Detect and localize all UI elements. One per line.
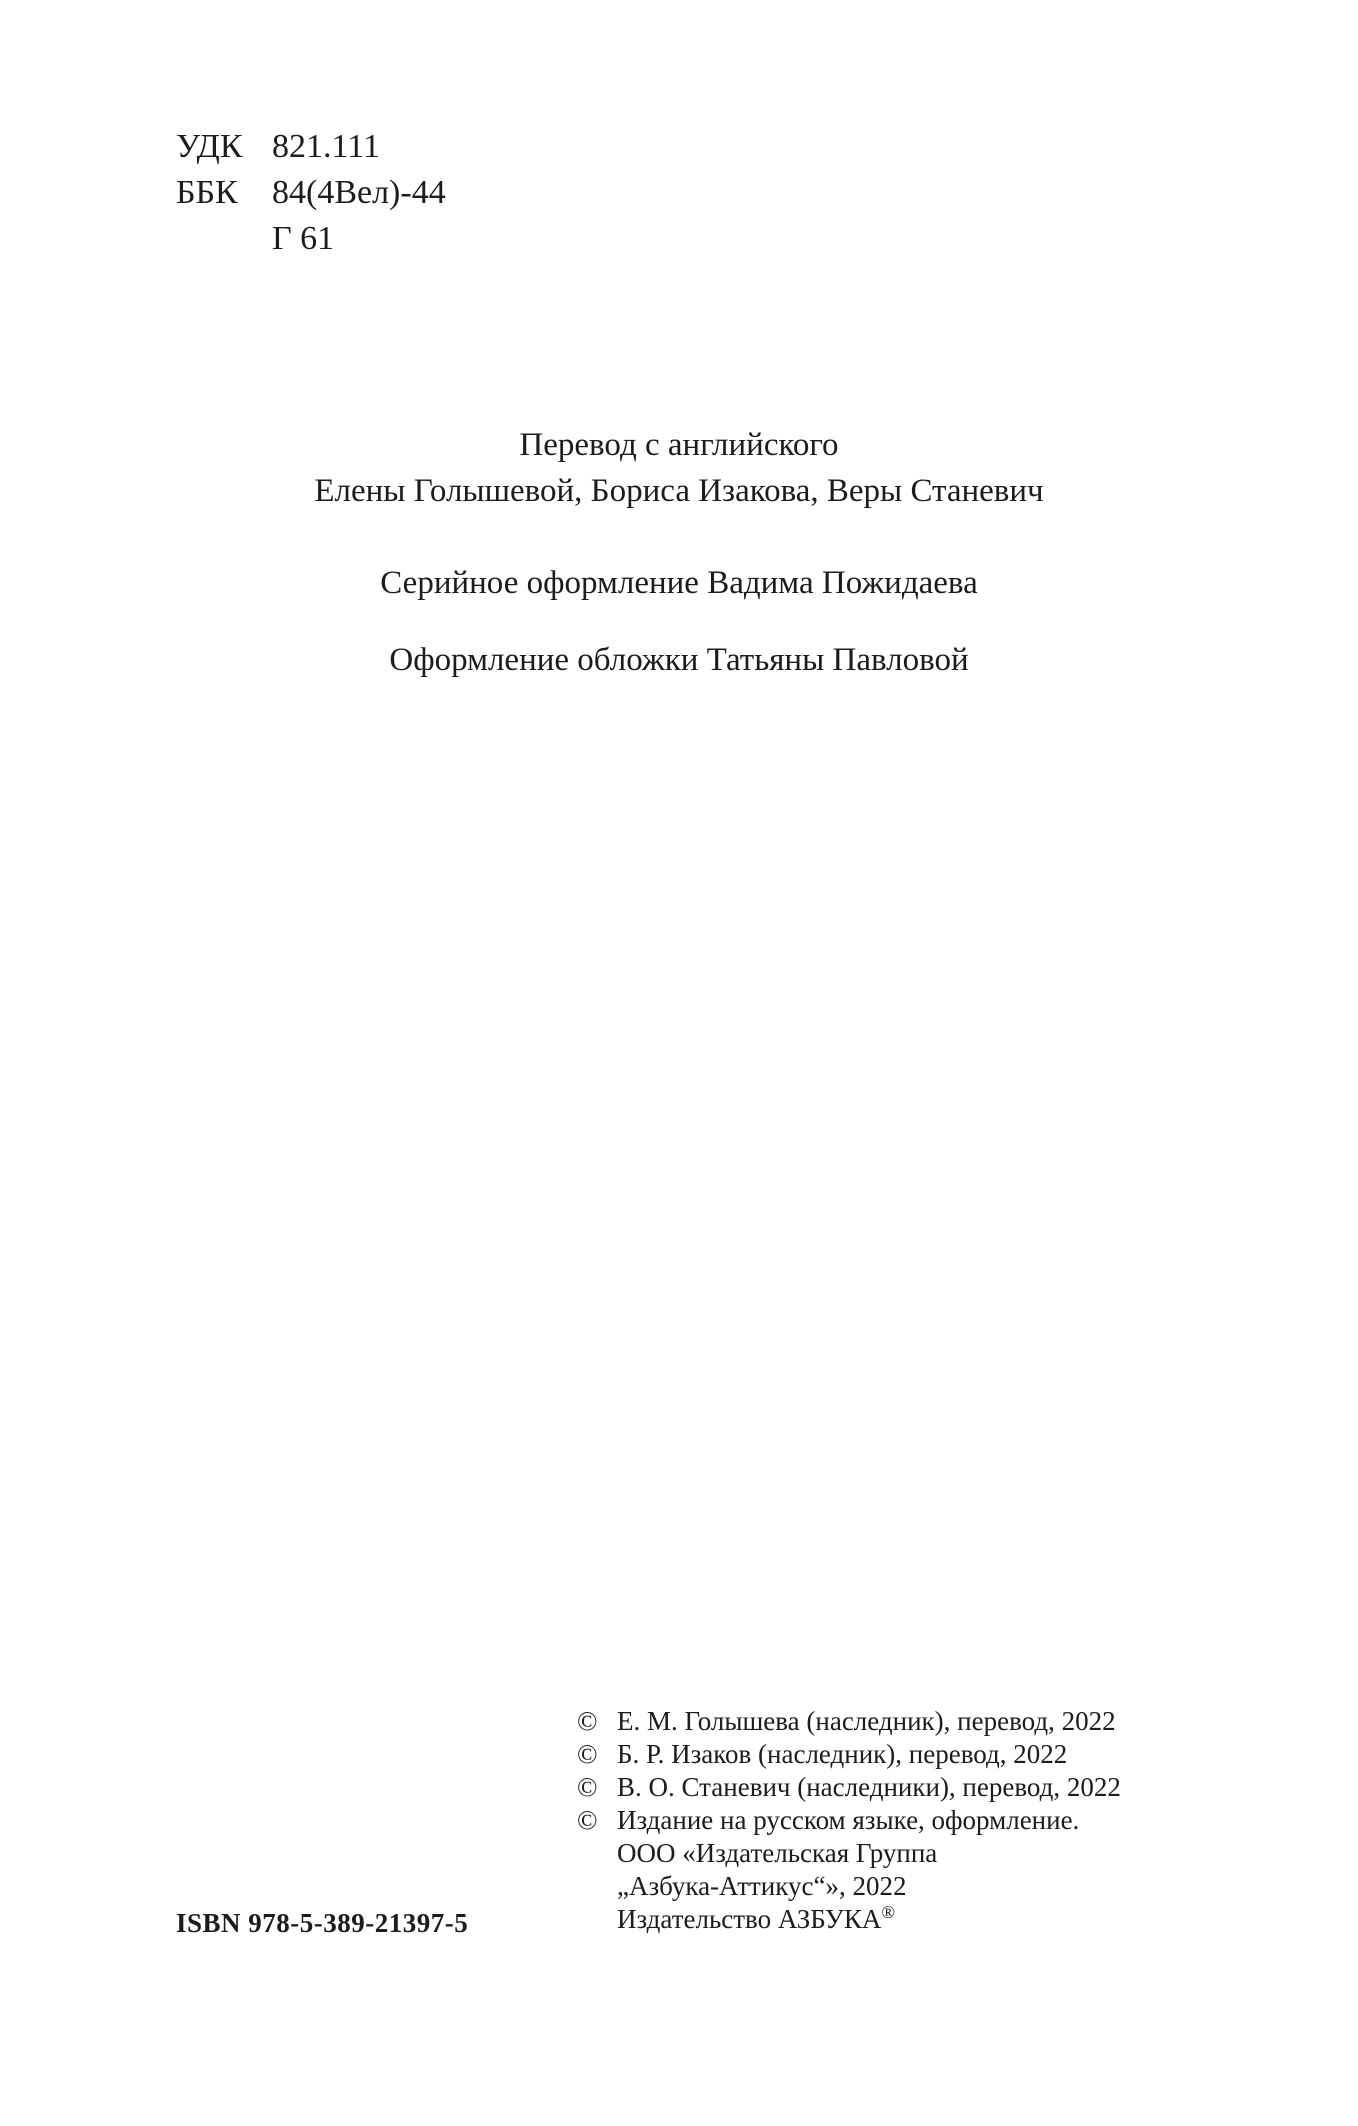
- publisher-line: „Азбука-Аттикус“», 2022: [617, 1871, 907, 1901]
- author-mark: Г 61: [272, 220, 335, 257]
- translation-line-1: Перевод с английского: [519, 427, 839, 463]
- bbk-label: ББК: [176, 174, 238, 211]
- publisher-line-last: [577, 1903, 1121, 1936]
- copyright-item: [577, 1771, 1121, 1804]
- copyright-text: В. О. Станевич (наследники), перевод, 2022: [617, 1772, 1121, 1802]
- author-mark-row: [176, 216, 446, 262]
- classification-block: [176, 124, 446, 262]
- copyright-icon: ©: [577, 1805, 598, 1835]
- bbk-value: 84(4Вел)-44: [272, 174, 446, 211]
- translation-line-2: Елены Голышевой, Бориса Изакова, Веры Станевич: [314, 473, 1044, 509]
- cover-design-credit: [0, 637, 1358, 683]
- registered-mark: ®: [881, 1902, 896, 1922]
- publisher-line: ООО «Издательская Группа: [617, 1838, 938, 1868]
- copyright-icon: ©: [577, 1739, 598, 1769]
- bbk-row: [176, 170, 446, 216]
- copyright-item: [577, 1804, 1121, 1837]
- copyright-item: [577, 1705, 1121, 1738]
- copyright-text: Е. М. Голышева (наследник), перевод, 2022: [617, 1706, 1116, 1736]
- translation-credit: [0, 422, 1358, 514]
- copyright-text: Б. Р. Изаков (наследник), перевод, 2022: [617, 1739, 1068, 1769]
- copyright-item: [577, 1738, 1121, 1771]
- series-design-credit: [0, 560, 1358, 606]
- isbn: ISBN 978-5-389-21397-5: [176, 1908, 469, 1938]
- cover-design-line: Оформление обложки Татьяны Павловой: [389, 642, 969, 678]
- copyright-text: Издание на русском языке, оформление.: [617, 1805, 1080, 1835]
- publisher-name: Издательство АЗБУКА: [617, 1904, 882, 1934]
- series-design-line: Серийное оформление Вадима Пожидаева: [380, 565, 978, 601]
- copyright-block: [577, 1705, 1121, 1936]
- author-mark-spacer: [176, 216, 272, 262]
- copyright-icon: ©: [577, 1706, 598, 1736]
- udk-row: [176, 124, 446, 170]
- udk-value: 821.111: [272, 128, 380, 165]
- copyright-icon: ©: [577, 1772, 598, 1802]
- udk-label: УДК: [176, 128, 243, 165]
